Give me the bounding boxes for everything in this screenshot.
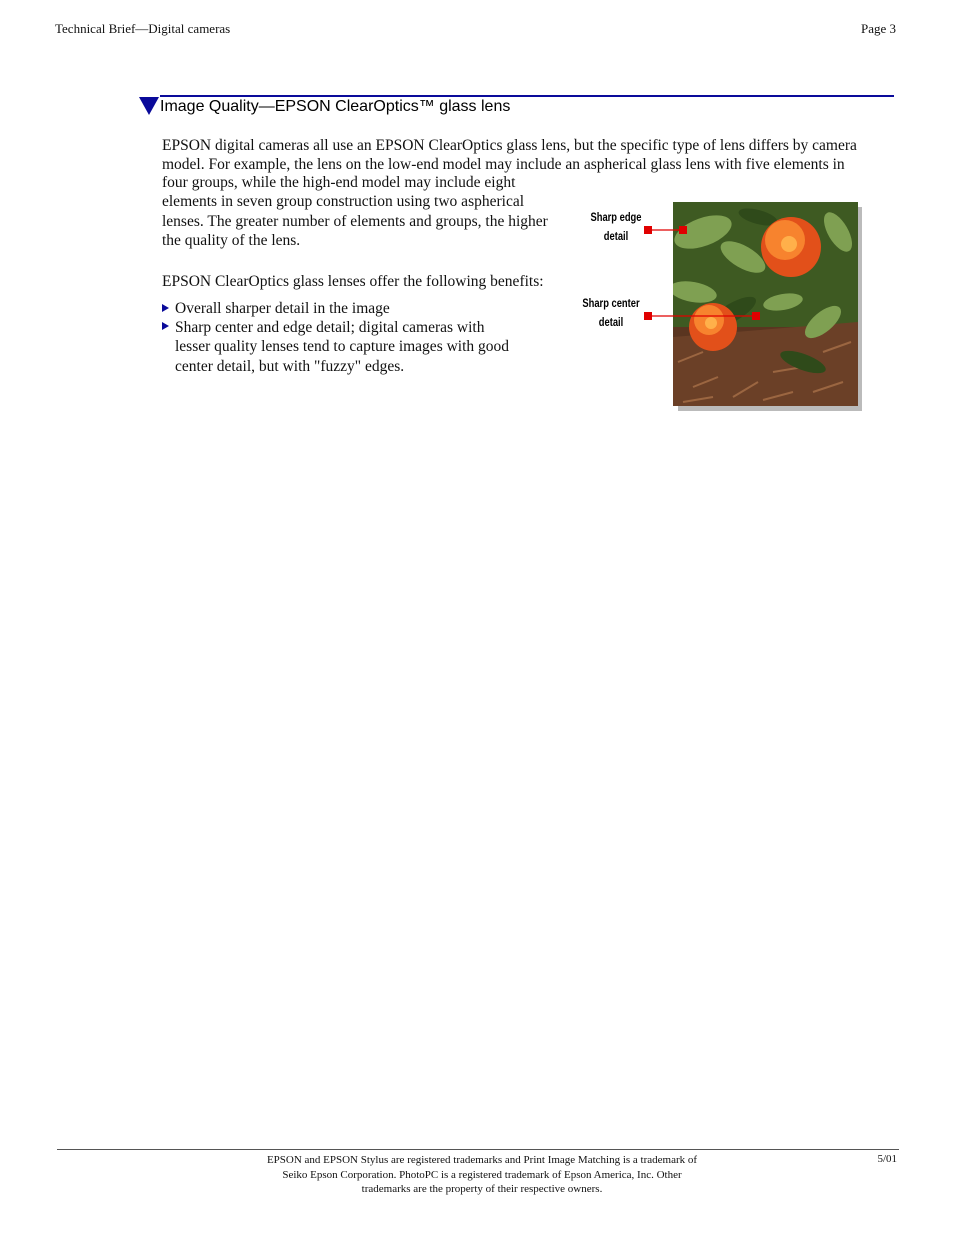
section-title: Image Quality—EPSON ClearOptics™ glass lens (160, 98, 511, 115)
footer-trademark-text: EPSON and EPSON Stylus are registered trademarks and Print Image Matching is a trademark of Seiko Epson Corporation. PhotoPC is a registered trademark of Epson America, Inc. Other trademarks are the property of their respective owners. (266, 1154, 698, 1195)
blue-down-triangle-icon (139, 97, 159, 115)
callout-label-edge: Sharp edge detail (590, 210, 642, 243)
callout-label-center: Sharp center detail (582, 296, 640, 329)
bullet-triangle-icon (162, 304, 169, 312)
header-title: Technical Brief—Digital cameras (55, 21, 231, 36)
callout-center-target-marker (752, 312, 760, 320)
callout-center-marker (644, 312, 652, 320)
paragraph-lens-groups: four groups, while the high-end model may include eight elements in seven group construction using two aspherical lenses. The greater number of elements and groups, the higher the quality of the lens. (162, 174, 548, 249)
callout-edge-target-marker (679, 226, 687, 234)
bullet-item-sharper-detail: Overall sharper detail in the image (175, 300, 390, 317)
bullet-triangle-icon (162, 322, 169, 330)
callout-lines (640, 220, 770, 330)
footer-rule (57, 1149, 899, 1150)
bullet-item-center-edge-detail: Sharp center and edge detail; digital cameras with lesser quality lenses tend to capture images with good center detail, but with "fuzzy" edges. (175, 319, 510, 375)
paragraph-intro: EPSON digital cameras all use an EPSON ClearOptics glass lens, but the specific type of lens differs by camera model. For example, the lens on the low-end model may include an aspherical glass lens with five elements in (162, 137, 857, 174)
callout-edge-marker (644, 226, 652, 234)
page-number: Page 3 (860, 21, 896, 36)
paragraph-benefits-intro: EPSON ClearOptics glass lenses offer the following benefits: (162, 273, 544, 290)
footer-date: 5/01 (877, 1153, 897, 1165)
section-rule (160, 95, 894, 97)
